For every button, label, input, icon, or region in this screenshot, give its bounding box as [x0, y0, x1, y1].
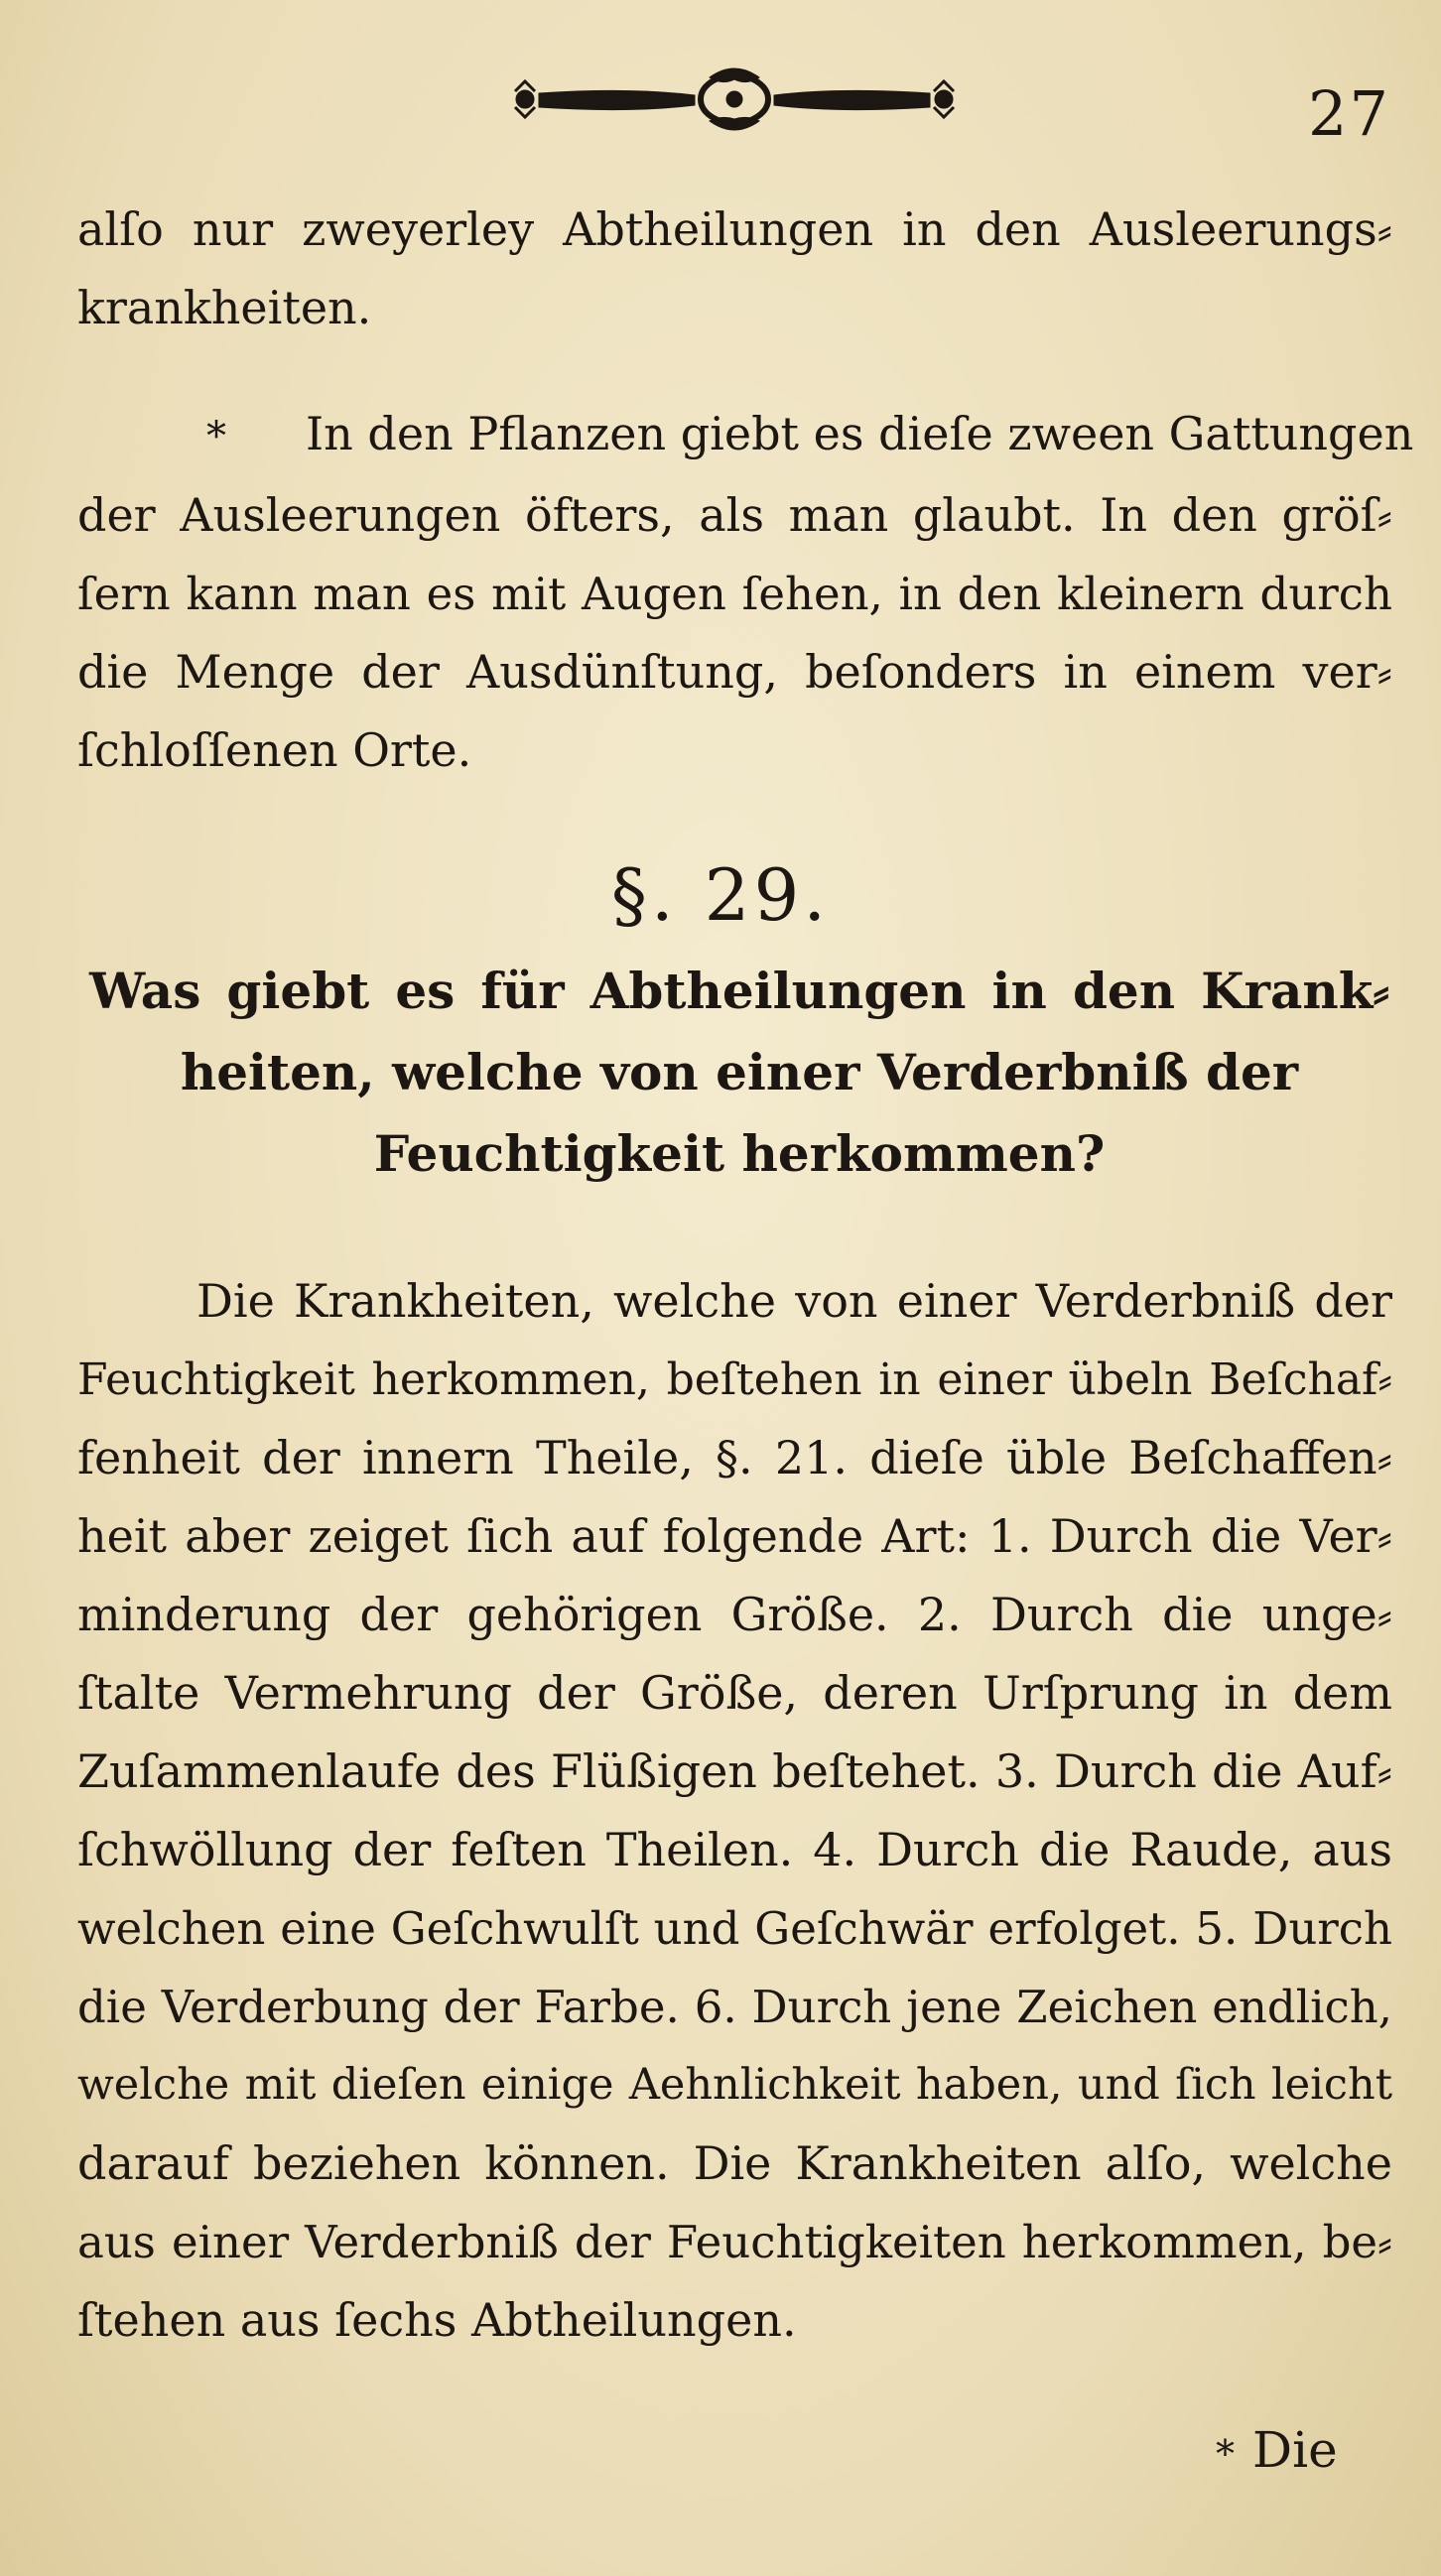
page-number: 27 — [1308, 77, 1390, 150]
text-line: welche mit dieſen einige Aehnlichkeit haben, und ſich leicht — [77, 2060, 1392, 2110]
text-line: minderung der gehörigen Größe. 2. Durch die unge⸗ — [77, 1588, 1392, 1641]
text-line: der Ausleerungen öfters, als man glaubt. In den gröſ⸗ — [77, 488, 1392, 542]
text-line: Zuſammenlaufe des Flüßigen beſtehet. 3. Durch die Auf⸗ — [77, 1744, 1392, 1798]
text-line: ſtehen aus ſechs Abtheilungen. — [77, 2293, 797, 2347]
text-line: alſo nur zweyerley Abtheilungen in den Ausleerungs⸗ — [77, 202, 1392, 256]
asterisk-mark: * — [206, 414, 226, 459]
heading-line: Feuchtigkeit herkommen? — [373, 1124, 1106, 1183]
text-line: ſern kann man es mit Augen ſehen, in den kleinern durch — [77, 568, 1392, 620]
text-line: fenheit der innern Theile, §. 21. dieſe üble Beſchaffen⸗ — [77, 1431, 1392, 1484]
text-line: aus einer Verderbniß der Feuchtigkeiten herkommen, be⸗ — [77, 2216, 1392, 2268]
text-line: ſtalte Vermehrung der Größe, deren Urſprung in dem — [77, 1666, 1392, 1720]
body-paragraph — [77, 1262, 1392, 2360]
catchword — [1216, 2421, 1338, 2479]
text-line: darauf beziehen können. Die Krankheiten alſo, welche — [77, 2136, 1392, 2190]
heading-line: heiten, welche von einer Verderbniß der — [180, 1043, 1299, 1101]
text-line: ſchwöllung der feſten Theilen. 4. Durch die Raude, aus — [77, 1823, 1392, 1876]
text-line: die Menge der Ausdünſtung, beſonders in einem ver⸗ — [77, 645, 1392, 699]
section-heading — [89, 951, 1389, 1195]
footnote-paragraph — [77, 395, 1414, 790]
catchword-text: Die — [1252, 2421, 1338, 2479]
text-line: Feuchtigkeit herkommen, beſtehen in einer übeln Beſchaf⸗ — [77, 1354, 1392, 1405]
text-line: ſchloſſenen Orte. — [77, 723, 472, 777]
text-line: * In den Pflanzen giebt es dieſe zween Gattungen — [77, 395, 1392, 476]
heading-line: Was giebt es für Abtheilungen in den Krank⸗ — [89, 962, 1389, 1020]
section-number: §. 29. — [610, 853, 831, 937]
text-line: welchen eine Geſchwulſt und Geſchwär erfolget. 5. Durch — [77, 1902, 1392, 1955]
text-line: heit aber zeiget ſich auf folgende Art: 1. Durch die Ver⸗ — [77, 1509, 1392, 1563]
asterisk-mark: * — [1216, 2432, 1235, 2476]
text-line: die Verderbung der Farbe. 6. Durch jene Zeichen endlich, — [77, 1981, 1392, 2033]
text-line: Die Krankheiten, welche von einer Verderbniß der — [196, 1274, 1392, 1328]
paragraph-continuation — [77, 191, 1392, 347]
text-line: krankheiten. — [77, 281, 372, 334]
printers-ornament — [511, 62, 958, 139]
